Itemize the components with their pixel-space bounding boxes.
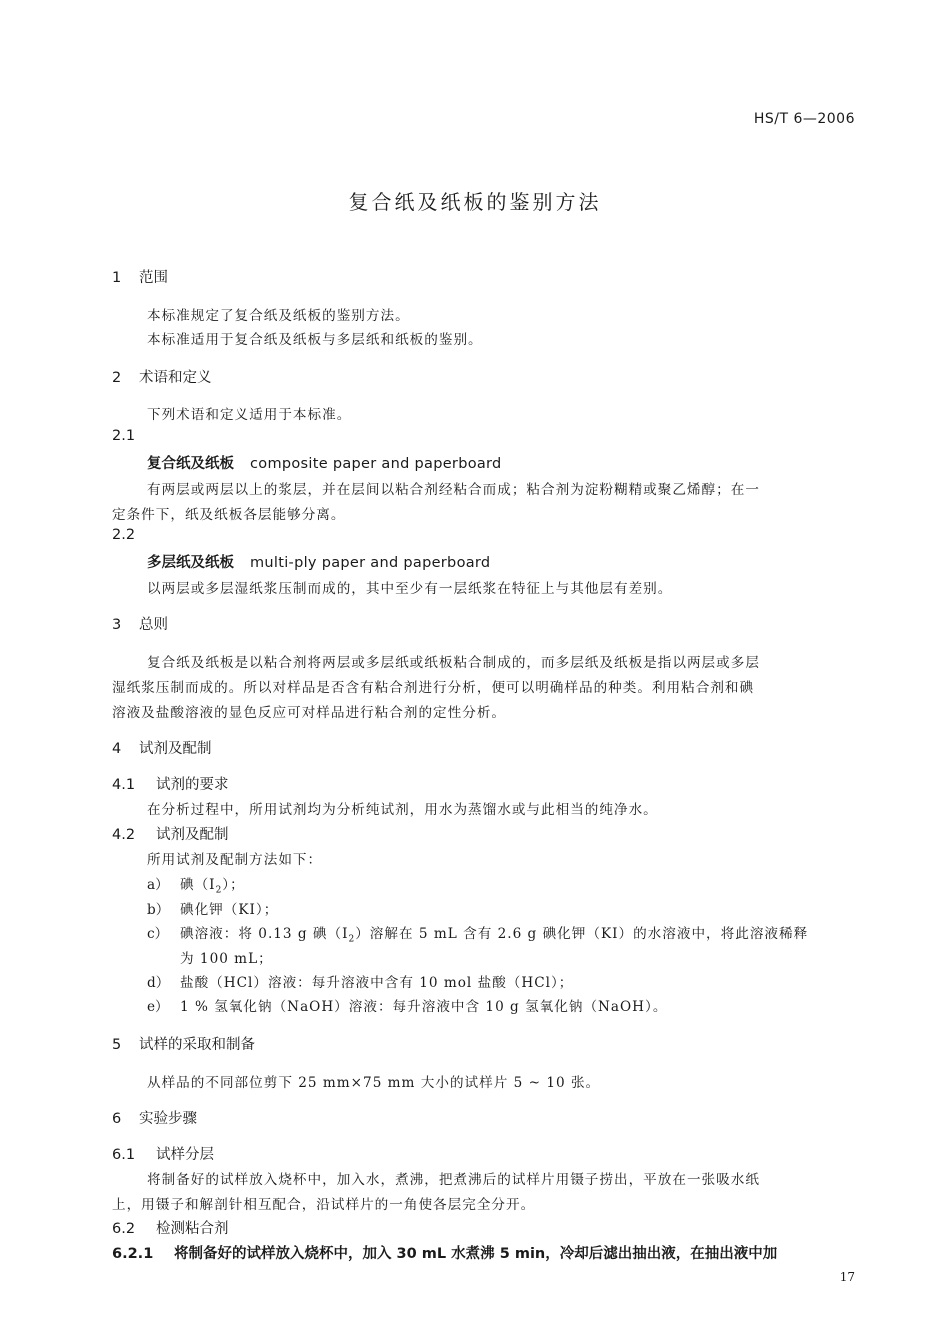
- list-item-c: [147, 922, 808, 945]
- term-2-2: [147, 551, 490, 572]
- section-title: 总则: [139, 617, 168, 633]
- subsection-number: 6.1: [112, 1147, 136, 1163]
- list-item-b: [147, 898, 278, 918]
- paragraph-line: 溶液及盐酸溶液的显色反应可对样品进行粘合剂的定性分析。: [112, 705, 507, 721]
- section-number: 3: [112, 617, 122, 633]
- list-item-d: [147, 971, 573, 991]
- term-english: composite paper and paperboard: [250, 456, 502, 472]
- section-6-heading: [112, 1107, 197, 1128]
- subsection-number: 6.2: [112, 1221, 136, 1237]
- section-3-heading: [112, 613, 168, 634]
- page-number: 17: [839, 1270, 855, 1284]
- term-2-2-number: 2.2: [112, 527, 136, 543]
- section-5-heading: [112, 1033, 255, 1054]
- section-number: 5: [112, 1037, 122, 1053]
- list-label: e）: [147, 999, 169, 1015]
- subsection-title: 检测粘合剂: [156, 1221, 229, 1237]
- section-1-heading: [112, 266, 168, 287]
- subscript: 2: [348, 934, 356, 945]
- subsection-6-2-heading: [112, 1217, 229, 1238]
- section-title: 范围: [139, 270, 168, 286]
- subsection-title: 试样分层: [156, 1147, 214, 1163]
- paragraph: 本标准适用于复合纸及纸板与多层纸和纸板的鉴别。: [147, 332, 483, 348]
- list-label: d）: [147, 975, 170, 991]
- list-item-e: [147, 995, 667, 1015]
- subscript: 2: [215, 885, 223, 896]
- paragraph-line: 上，用镊子和解剖针相互配合，沿试样片的一角使各层完全分开。: [112, 1197, 536, 1213]
- subsection-number: 4.1: [112, 777, 136, 793]
- definition-line: 有两层或两层以上的浆层，并在层间以粘合剂经粘合而成；粘合剂为淀粉糊精或聚乙烯醇；在一: [147, 482, 760, 498]
- document-title: 复合纸及纸板的鉴别方法: [348, 190, 602, 214]
- subsection-number: 4.2: [112, 827, 136, 843]
- paragraph: 从样品的不同部位剪下 25 mm×75 mm 大小的试样片 5 ~ 10 张。: [147, 1075, 601, 1091]
- list-item-a: [147, 873, 245, 896]
- list-text: 碘溶液：将 0.13 g 碘（I: [180, 926, 349, 942]
- list-label: a）: [147, 877, 169, 893]
- section-4-heading: [112, 737, 212, 758]
- section-title: 术语和定义: [139, 370, 212, 386]
- list-text: 碘化钾（KI）；: [180, 902, 279, 918]
- section-2-heading: [112, 366, 212, 387]
- list-text: 1 % 氢氧化钠（NaOH）溶液：每升溶液中含 10 g 氢氧化钠（NaOH）。: [180, 999, 668, 1015]
- clause-number: 6.2.1: [112, 1246, 154, 1262]
- list-item-c-continuation: 为 100 mL；: [180, 951, 273, 967]
- list-text: 碘（I: [180, 877, 216, 893]
- term-english: multi-ply paper and paperboard: [250, 555, 491, 571]
- list-text: ）；: [222, 877, 245, 893]
- paragraph-line: 将制备好的试样放入烧杯中，加入水，煮沸，把煮沸后的试样片用镊子捞出，平放在一张吸水纸: [147, 1172, 760, 1188]
- paragraph-line: 复合纸及纸板是以粘合剂将两层或多层纸或纸板粘合制成的，而多层纸及纸板是指以两层或多层: [147, 655, 760, 671]
- term-chinese: 复合纸及纸板: [147, 456, 234, 472]
- subsection-title: 试剂的要求: [156, 777, 229, 793]
- paragraph: 在分析过程中，所用试剂均为分析纯试剂，用水为蒸馏水或与此相当的纯净水。: [147, 802, 658, 818]
- section-number: 1: [112, 270, 122, 286]
- term-chinese: 多层纸及纸板: [147, 555, 234, 571]
- section-title: 试样的采取和制备: [139, 1037, 255, 1053]
- list-label: c）: [147, 926, 169, 942]
- subsection-title: 试剂及配制: [156, 827, 229, 843]
- definition-line: 定条件下，纸及纸板各层能够分离。: [112, 507, 346, 523]
- section-number: 6: [112, 1111, 122, 1127]
- paragraph: 本标准规定了复合纸及纸板的鉴别方法。: [147, 308, 410, 324]
- list-text: 盐酸（HCl）溶液：每升溶液中含有 10 mol 盐酸（HCl）；: [180, 975, 574, 991]
- standard-code: HS/T 6—2006: [753, 111, 855, 127]
- section-number: 2: [112, 370, 122, 386]
- subsection-6-1-heading: [112, 1143, 214, 1164]
- section-title: 实验步骤: [139, 1111, 197, 1127]
- subsection-6-2-1: [112, 1242, 777, 1263]
- paragraph: 下列术语和定义适用于本标准。: [147, 407, 352, 423]
- paragraph-line: 湿纸浆压制而成的。所以对样品是否含有粘合剂进行分析，便可以明确样品的种类。利用粘合剂和碘: [112, 680, 755, 696]
- list-label: b）: [147, 902, 170, 918]
- subsection-4-1-heading: [112, 773, 229, 794]
- term-2-1: [147, 452, 502, 473]
- section-number: 4: [112, 741, 122, 757]
- term-2-1-number: 2.1: [112, 428, 136, 444]
- list-text: ）溶解在 5 mL 含有 2.6 g 碘化钾（KI）的水溶液中，将此溶液稀释: [355, 926, 809, 942]
- clause-text: 将制备好的试样放入烧杯中，加入 30 mL 水煮沸 5 min，冷却后滤出抽出液，在抽出液中加: [174, 1246, 778, 1262]
- subsection-4-2-heading: [112, 823, 229, 844]
- paragraph: 所用试剂及配制方法如下：: [147, 852, 323, 868]
- definition-line: 以两层或多层湿纸浆压制而成的，其中至少有一层纸浆在特征上与其他层有差别。: [147, 581, 673, 597]
- section-title: 试剂及配制: [139, 741, 212, 757]
